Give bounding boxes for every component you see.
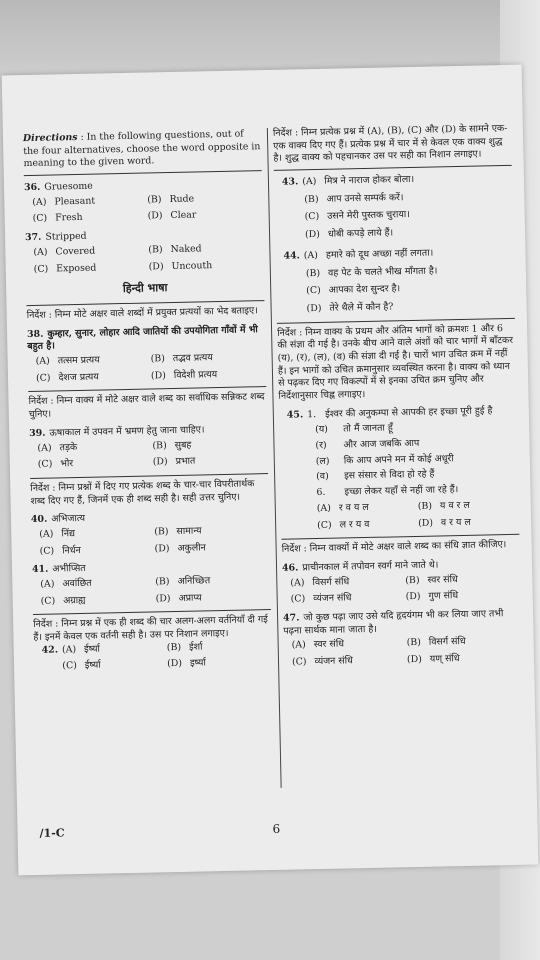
option-a: (A) विसर्ग संधि (290, 575, 350, 589)
option-a: (A) तत्सम प्रत्यय (35, 354, 100, 367)
question-text: ऊषाकाल में उपवन में भ्रमण हेतु जाना चाहिए। (49, 424, 205, 439)
sentence-part: 45. 1. ईश्वर की अनुकम्पा से आपकी हर इच्छा पूरी हुई है (286, 405, 493, 421)
left-column (23, 128, 272, 674)
option-d: (D) व र य ल (418, 516, 471, 529)
question-37 (25, 227, 264, 276)
option-b: (B) य व र ल (417, 499, 470, 512)
exam-page (2, 65, 539, 876)
option-c: (C) निर्धन (39, 544, 81, 557)
option-a: (A) Pleasant (32, 195, 96, 208)
option-d: (D) यण् संधि (406, 653, 460, 666)
option-a: (A) निंद्य (39, 528, 76, 540)
option-d: (D) धोबी कपड़े लाये हैं। (304, 227, 394, 241)
option-b: (B) अनिच्छित (155, 575, 211, 588)
option-a: (A) र व य ल (316, 501, 369, 514)
option-a: (A) स्वर संधि (291, 638, 345, 651)
option-b: (B) आप उनसे सम्पर्क करें। (304, 191, 404, 205)
option-c: (C) ईर्ष्या (62, 660, 101, 672)
option-b: (B) स्वर संधि (405, 573, 458, 586)
option-a: (A) अवांछित (40, 577, 92, 590)
option-a: (A) ईर्ष्या (61, 643, 101, 656)
option-b: (B) वह पेट के चलते भीख माँगता है। (305, 264, 438, 279)
option-c: (C) Exposed (33, 262, 97, 275)
sentence-part: (र) और आज जबकि आप (315, 437, 420, 452)
question-41: 41. अभीप्सित (A) अवांछित (B) अनिच्छित (C) अग्राह्य (D) अप्राप्य (32, 559, 271, 608)
option-d: (D) इर्ष्या (167, 657, 206, 670)
question-number: 36. (23, 181, 41, 194)
option-a: 44. (A) हमारे को दूध अच्छा नहीं लगता। (283, 247, 434, 262)
option-b: (B) सुबह (152, 439, 192, 451)
option-a: (A) तड़के (37, 441, 78, 454)
option-c: (C) देशज प्रत्यय (35, 371, 99, 384)
instruction: निर्देश : निम्न प्रश्नों में दिए गए प्रत्येक शब्द के चार-चार विपरीतार्थक शब्द दिए गए हैं, जिनमें एक ही शब्द सही है। सही उत्तर चुनिए। (30, 478, 255, 507)
question-text: जो कुछ पढ़ा जाए उसे यदि हृदयंगम भी कर लिया जाए तभी पढ़ना सार्थक माना जाता है। (283, 608, 504, 637)
right-column (273, 123, 522, 670)
option-d: (D) Clear (147, 209, 197, 222)
option-b: (B) ईर्शा (166, 641, 203, 653)
question-number: 37. (24, 231, 42, 244)
option-b: (B) Rude (147, 193, 195, 206)
directions-label: Directions (22, 131, 78, 145)
option-c: (C) आपका देश सुन्दर है। (306, 283, 401, 297)
option-b: (B) Naked (148, 243, 202, 256)
option-a: 43. (A) मित्र ने नाराज होकर बोला। (281, 173, 415, 188)
option-c: (C) भोर (37, 458, 74, 471)
question-text: अभिजात्य (51, 513, 86, 525)
option-c: (C) अग्राह्य (40, 594, 86, 607)
sentence-part: (ल) कि आप अपने मन में कोई अधूरी (315, 452, 454, 467)
question-38: 38. कुम्हार, सुनार, लोहार आदि जातियों की उपयोगिता गाँवों में भी बहुत है। (A) तत्सम प्रत्यय (B) तद्भव प्रत्यय (C) देशज प्रत्यय (D) विदेशी प्रत्यय (27, 324, 266, 386)
option-c: (C) ल र य व (317, 518, 370, 531)
option-d: (D) Uncouth (148, 259, 213, 272)
question-text: प्राचीनकाल में तपोवन स्वर्ग माने जाते थे। (302, 559, 439, 574)
option-c: (C) व्यंजन संधि (291, 655, 353, 668)
sentence-part: 6. इच्छा लेकर यहाँ से नहीं जा रहे हैं। (316, 484, 459, 499)
option-d: (D) विदेशी प्रत्यय (150, 368, 218, 382)
question-47: 47. जो कुछ पढ़ा जाए उसे यदि हृदयंगम भी कर लिया जाए तभी पढ़ना सार्थक माना जाता है। (A) स्वर संधि (B) विसर्ग संधि (C) व्यंजन संधि (D) यण् संधि (283, 608, 522, 670)
section-title: हिन्दी भाषा (122, 281, 168, 296)
question-40: 40. अभिजात्य (A) निंद्य (B) सामान्य (C) निर्धन (D) अकुलीन (31, 509, 270, 558)
question-word: Gruesome (44, 180, 93, 193)
question-36 (24, 177, 263, 226)
instruction: निर्देश : निम्न वाक्य में मोटे अक्षर वाले शब्द का सर्वाधिक सन्निकट शब्द चुनिए। (28, 391, 265, 421)
question-42: 42. (A) ईर्ष्या (B) ईर्शा (C) ईर्ष्या (D) इर्ष्या (34, 640, 273, 674)
sentence-part: (व) इस संसार से विदा हो रहे हैं (316, 468, 435, 483)
question-45 (279, 405, 520, 533)
option-d: (D) प्रभात (152, 455, 196, 468)
question-text: कुम्हार, सुनार, लोहार आदि जातियों की उपयोगिता गाँवों में भी बहुत है। (27, 323, 258, 353)
option-d: (D) अप्राप्य (155, 592, 202, 605)
sentence-part: (य) तो मैं जानता हूँ (315, 422, 393, 436)
option-a: (A) Covered (33, 245, 96, 258)
option-b: (B) सामान्य (154, 525, 202, 538)
directions-block (23, 128, 262, 176)
question-46: 46. प्राचीनकाल में तपोवन स्वर्ग माने जाते थे। (A) विसर्ग संधि (B) स्वर संधि (C) व्यंजन संधि (D) गुण संधि (282, 558, 521, 607)
instruction: निर्देश : निम्न वाक्यों में मोटे अक्षर वाले शब्द का संधि ज्ञात कीजिए। (281, 539, 507, 555)
option-c: (C) उसने मेरी पुस्तक चुराया। (304, 209, 410, 223)
option-d: (D) गुण संधि (405, 590, 459, 603)
instruction: निर्देश : निम्न प्रत्येक प्रश्न में (A), (B), (C) और (D) के सामने एक-एक वाक्य दिए गए हैं। प्रत्येक प्रश्न में चार में से केवल एक वाक्य शुद्ध है। शुद्ध वाक्य को पहचानकर उस पर सही का निशान लगाइए। (273, 123, 512, 171)
question-text: अभीप्सित (52, 563, 86, 575)
page-number: 6 (272, 821, 281, 837)
question-word: Stripped (45, 230, 87, 243)
option-b: (B) विसर्ग संधि (406, 636, 466, 649)
directions-text: : In the following questions, out of the four alternatives, choose the word opposite in meaning to the given word. (23, 128, 261, 170)
option-c: (C) Fresh (32, 212, 83, 225)
option-b: (B) तद्भव प्रत्यय (150, 352, 213, 365)
instruction: निर्देश : निम्न वाक्य के प्रथम और अंतिम भागों को क्रमशः 1 और 6 की संज्ञा दी गई है। उनके बीच आने वाले अंशों को चार भागों में बाँटकर (य), (र), (ल), (व) की संज्ञा दी गई है। चारों भाग उचित क्रम में नहीं हैं। इन भागों को उचित क्रमानुसार व्यवस्थित करना है। वाक्य को ध्यान से पढ़कर दिए गए विकल्पों में से इनका उचित क्रम चुनिए और निर्देशानुसार चिह्न लगाइए। (277, 322, 514, 402)
option-c: (C) व्यंजन संधि (290, 592, 352, 605)
option-d: (D) अकुलीन (154, 542, 206, 555)
question-39: 39. ऊषाकाल में उपवन में भ्रमण हेतु जाना चाहिए। (A) तड़के (B) सुबह (C) भोर (D) प्रभात (29, 423, 268, 472)
question-43 (274, 172, 513, 243)
instruction: निर्देश : निम्न मोटे अक्षर वाले शब्दों में प्रयुक्त प्रत्ययों का भेद बताइए। (26, 305, 258, 322)
booklet-code: /1-C (39, 826, 65, 840)
question-44 (275, 246, 514, 317)
option-d: (D) तेरे थैले में कौन है? (306, 301, 394, 315)
instruction: निर्देश : निम्न प्रश्न में एक ही शब्द की चार अलग-अलग वर्तनियाँ दी गई हैं। इनमें केवल एक वर्तनी सही है। उस पर निशान लगाइए। (33, 614, 268, 644)
